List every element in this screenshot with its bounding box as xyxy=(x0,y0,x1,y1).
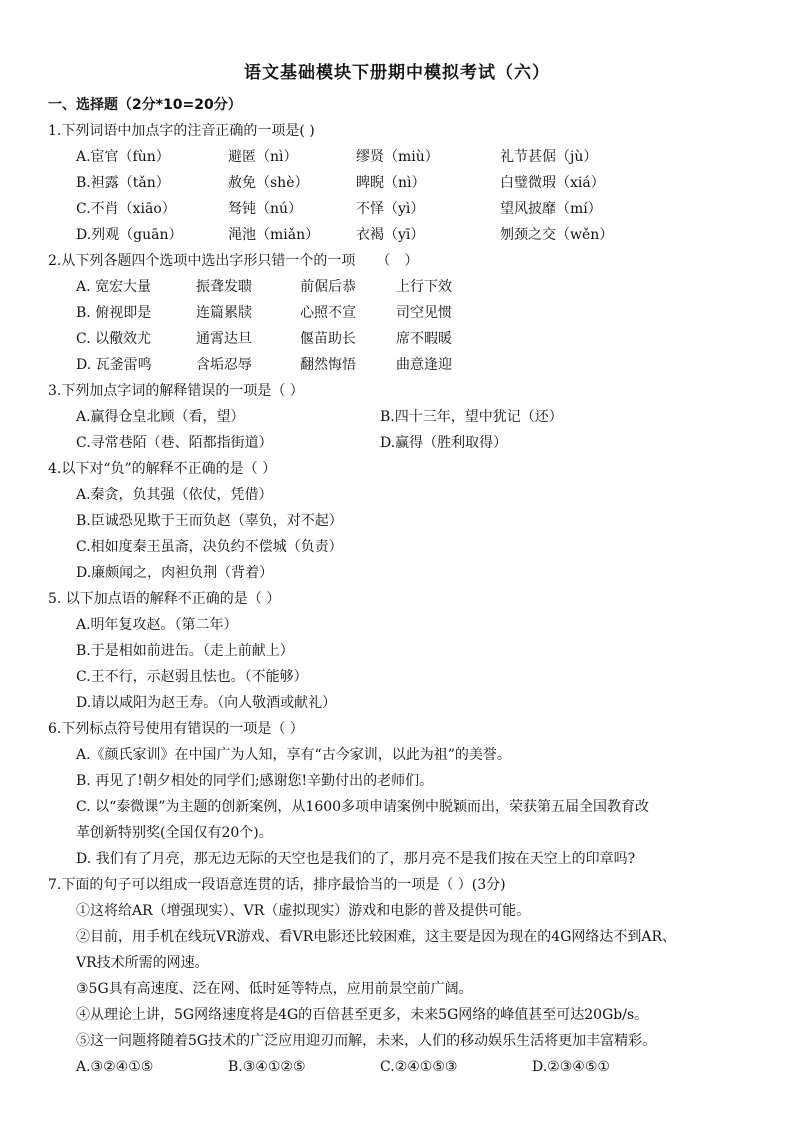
q1-option: 睥睨（nì） xyxy=(356,175,426,191)
q1-option: 刎颈之交（wěn） xyxy=(500,227,614,243)
q4-option-b: B.臣诚恐见欺于王而负赵（辜负，对不起） xyxy=(76,513,343,529)
q7-option-d: D.②③④⑤① xyxy=(532,1059,610,1075)
q1-option: 避匿（nì） xyxy=(228,149,298,165)
exam-title: 语文基础模块下册期中模拟考试（六） xyxy=(244,63,550,83)
q7-sentence-5: ⑤这一问题将随着5G技术的广泛应用迎刃而解，未来，人们的移动娱乐生活将更加丰富精彩。 xyxy=(76,1033,657,1049)
question-1-stem: 1.下列词语中加点字的注音正确的一项是( ) xyxy=(48,123,315,139)
q2-option: 曲意逢迎 xyxy=(396,357,452,373)
q6-option-c-continued: 革创新特别奖(全国仅有20个)。 xyxy=(76,825,273,841)
q1-option: 衣褐（yī） xyxy=(356,227,425,243)
q7-sentence-1: ①这将给AR（增强现实）、VR（虚拟现实）游戏和电影的普及提供可能。 xyxy=(76,903,531,919)
q1-option: B.袒露（tǎn） xyxy=(76,175,170,191)
q7-sentence-2: ②目前，用手机在线玩VR游戏、看VR电影还比较困难，这主要是因为现在的4G网络达不到AR、 xyxy=(76,929,677,945)
q7-option-c: C.②④①⑤③ xyxy=(380,1059,458,1075)
q6-option-d: D. 我们有了月亮，那无边无际的天空也是我们的了，那月亮不是我们按在天空上的印章吗? xyxy=(76,851,636,867)
question-3-stem: 3.下列加点字词的解释错误的一项是（ ） xyxy=(48,383,304,399)
q1-option: 不怿（yì） xyxy=(356,201,425,217)
q3-option-a: A.赢得仓皇北顾（看，望） xyxy=(76,409,245,425)
q2-option: 连篇累牍 xyxy=(196,305,252,321)
q2-option: A. 宽宏大量 xyxy=(76,279,152,295)
q1-option: 望风披靡（mí） xyxy=(500,201,602,217)
q1-option: 驽钝（nú） xyxy=(228,201,303,217)
q4-option-d: D.廉颇闻之，肉袒负荆（背着） xyxy=(76,565,274,581)
question-4-stem: 4.以下对“负”的解释不正确的是（ ） xyxy=(48,461,277,477)
q1-option: 渑池（miǎn） xyxy=(228,227,320,243)
q7-option-b: B.③④①②⑤ xyxy=(228,1059,306,1075)
q5-option-c: C.王不行，示赵弱且怯也。（不能够） xyxy=(76,669,308,685)
q1-option: 缪贤（miù） xyxy=(356,149,439,165)
q2-option: 席不暇暖 xyxy=(396,331,452,347)
q2-option: D. 瓦釜雷鸣 xyxy=(76,357,152,373)
question-2-stem: 2.从下列各题四个选项中选出字形只错一个的一项 （ ） xyxy=(48,253,419,269)
q1-option: A.宦官（fùn） xyxy=(76,149,170,165)
q2-option: 偃苗助长 xyxy=(300,331,356,347)
q3-option-b: B.四十三年，望中犹记（还） xyxy=(380,409,563,425)
q7-option-a: A.③②④①⑤ xyxy=(76,1059,154,1075)
question-6-stem: 6.下列标点符号使用有错误的一项是（ ） xyxy=(48,721,304,737)
q5-option-d: D.请以咸阳为赵王寿。（向人敬酒或献礼） xyxy=(76,695,337,711)
q2-option: 司空见惯 xyxy=(396,305,452,321)
q2-option: C. 以儆效尤 xyxy=(76,331,152,347)
q1-option: 赦免（shè） xyxy=(228,175,309,191)
q6-option-b: B. 再见了!朝夕相处的同学们;感谢您!辛勤付出的老师们。 xyxy=(76,773,434,789)
q1-option: C.不肖（xiāo） xyxy=(76,201,176,217)
q3-option-c: C.寻常巷陌（巷、陌都指街道） xyxy=(76,435,273,451)
q2-option: 通霄达旦 xyxy=(196,331,252,347)
q6-option-a: A.《颜氏家训》在中国广为人知，享有“古今家训，以此为祖”的美誉。 xyxy=(76,747,511,763)
q7-sentence-4: ④从理论上讲，5G网络速度将是4G的百倍甚至更多，未来5G网络的峰值甚至可达20Gb/s。 xyxy=(76,1007,649,1023)
q1-option: 礼节甚倨（jù） xyxy=(500,149,598,165)
q1-option: D.列观（guān） xyxy=(76,227,183,243)
q2-option: 翻然悔悟 xyxy=(300,357,356,373)
question-5-stem: 5. 以下加点语的解释不正确的是（ ） xyxy=(48,591,281,607)
q1-option: 白璧微瑕（xiá） xyxy=(500,175,605,191)
q2-option: 含垢忍辱 xyxy=(196,357,252,373)
q2-option: 振聋发聩 xyxy=(196,279,252,295)
q2-option: B. 俯视即是 xyxy=(76,305,152,321)
q2-option: 上行下效 xyxy=(396,279,452,295)
q7-sentence-3: ③5G具有高速度、泛在网、低时延等特点，应用前景空前广阔。 xyxy=(76,981,473,997)
q5-option-b: B.于是相如前进缶。（走上前献上） xyxy=(76,643,294,659)
q4-option-a: A.秦贪，负其强（依仗，凭借） xyxy=(76,487,273,503)
section-heading: 一、选择题（2分*10=20分） xyxy=(48,97,242,113)
question-7-stem: 7.下面的句子可以组成一段语意连贯的话，排序最恰当的一项是（ ）(3分) xyxy=(48,877,506,893)
q4-option-c: C.相如度秦王虽斋，决负约不偿城（负责） xyxy=(76,539,343,555)
q7-sentence-2-continued: VR技术所需的网速。 xyxy=(76,955,209,971)
q2-option: 心照不宣 xyxy=(300,305,356,321)
q6-option-c: C. 以“泰微课”为主题的创新案例，从1600多项申请案例中脱颖而出，荣获第五届全国教育改 xyxy=(76,799,650,815)
q2-option: 前倨后恭 xyxy=(300,279,356,295)
q3-option-d: D.赢得（胜利取得） xyxy=(380,435,508,451)
q5-option-a: A.明年复攻赵。（第二年） xyxy=(76,617,238,633)
